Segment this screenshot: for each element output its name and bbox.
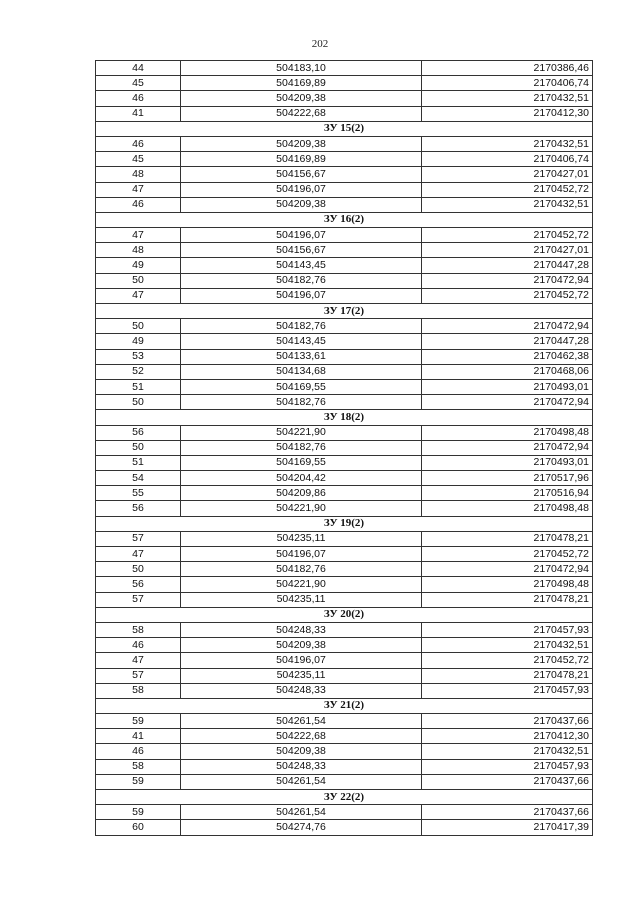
y-coordinate-cell: 2170452,72 (422, 182, 593, 197)
coordinates-table-body (96, 61, 593, 836)
section-title: ЗУ 22(2) (96, 790, 593, 805)
y-coordinate-cell: 2170478,21 (422, 531, 593, 546)
table-row (96, 592, 593, 607)
x-coordinate-cell: 504182,76 (181, 440, 422, 455)
point-number-cell: 51 (96, 379, 181, 394)
point-number-cell: 47 (96, 182, 181, 197)
y-coordinate-cell: 2170432,51 (422, 197, 593, 212)
table-row (96, 653, 593, 668)
table-row (96, 744, 593, 759)
y-coordinate-cell: 2170427,01 (422, 167, 593, 182)
table-row (96, 759, 593, 774)
section-header-row (96, 698, 593, 713)
x-coordinate-cell: 504248,33 (181, 759, 422, 774)
section-header-row (96, 410, 593, 425)
x-coordinate-cell: 504182,76 (181, 319, 422, 334)
coordinates-table (95, 60, 593, 836)
x-coordinate-cell: 504209,38 (181, 744, 422, 759)
x-coordinate-cell: 504134,68 (181, 364, 422, 379)
point-number-cell: 46 (96, 197, 181, 212)
y-coordinate-cell: 2170493,01 (422, 455, 593, 470)
point-number-cell: 47 (96, 547, 181, 562)
x-coordinate-cell: 504196,07 (181, 182, 422, 197)
section-title: ЗУ 15(2) (96, 121, 593, 136)
point-number-cell: 49 (96, 334, 181, 349)
y-coordinate-cell: 2170432,51 (422, 136, 593, 151)
x-coordinate-cell: 504222,68 (181, 729, 422, 744)
table-row (96, 167, 593, 182)
point-number-cell: 44 (96, 61, 181, 76)
point-number-cell: 47 (96, 653, 181, 668)
point-number-cell: 45 (96, 152, 181, 167)
y-coordinate-cell: 2170462,38 (422, 349, 593, 364)
page-number: 202 (311, 38, 329, 50)
point-number-cell: 46 (96, 136, 181, 151)
y-coordinate-cell: 2170432,51 (422, 638, 593, 653)
point-number-cell: 60 (96, 820, 181, 835)
y-coordinate-cell: 2170493,01 (422, 379, 593, 394)
section-title: ЗУ 18(2) (96, 410, 593, 425)
table-row (96, 106, 593, 121)
point-number-cell: 55 (96, 486, 181, 501)
y-coordinate-cell: 2170447,28 (422, 258, 593, 273)
y-coordinate-cell: 2170472,94 (422, 395, 593, 410)
table-row (96, 349, 593, 364)
x-coordinate-cell: 504248,33 (181, 683, 422, 698)
x-coordinate-cell: 504209,38 (181, 91, 422, 106)
y-coordinate-cell: 2170427,01 (422, 243, 593, 258)
table-row (96, 334, 593, 349)
table-row (96, 805, 593, 820)
table-row (96, 501, 593, 516)
table-row (96, 182, 593, 197)
y-coordinate-cell: 2170472,94 (422, 273, 593, 288)
x-coordinate-cell: 504143,45 (181, 334, 422, 349)
x-coordinate-cell: 504169,89 (181, 152, 422, 167)
point-number-cell: 51 (96, 455, 181, 470)
x-coordinate-cell: 504274,76 (181, 820, 422, 835)
x-coordinate-cell: 504204,42 (181, 471, 422, 486)
table-row (96, 243, 593, 258)
table-row (96, 258, 593, 273)
y-coordinate-cell: 2170417,39 (422, 820, 593, 835)
table-row (96, 91, 593, 106)
table-row (96, 228, 593, 243)
point-number-cell: 58 (96, 683, 181, 698)
y-coordinate-cell: 2170412,30 (422, 729, 593, 744)
point-number-cell: 59 (96, 805, 181, 820)
table-row (96, 486, 593, 501)
y-coordinate-cell: 2170406,74 (422, 152, 593, 167)
y-coordinate-cell: 2170452,72 (422, 653, 593, 668)
point-number-cell: 54 (96, 471, 181, 486)
x-coordinate-cell: 504182,76 (181, 273, 422, 288)
y-coordinate-cell: 2170406,74 (422, 76, 593, 91)
point-number-cell: 57 (96, 531, 181, 546)
point-number-cell: 58 (96, 622, 181, 637)
table-row (96, 319, 593, 334)
y-coordinate-cell: 2170472,94 (422, 562, 593, 577)
y-coordinate-cell: 2170452,72 (422, 288, 593, 303)
point-number-cell: 50 (96, 395, 181, 410)
point-number-cell: 50 (96, 273, 181, 288)
point-number-cell: 48 (96, 167, 181, 182)
point-number-cell: 48 (96, 243, 181, 258)
y-coordinate-cell: 2170478,21 (422, 668, 593, 683)
x-coordinate-cell: 504182,76 (181, 395, 422, 410)
x-coordinate-cell: 504183,10 (181, 61, 422, 76)
point-number-cell: 41 (96, 106, 181, 121)
table-row (96, 455, 593, 470)
table-row (96, 622, 593, 637)
y-coordinate-cell: 2170457,93 (422, 683, 593, 698)
x-coordinate-cell: 504182,76 (181, 562, 422, 577)
point-number-cell: 57 (96, 668, 181, 683)
y-coordinate-cell: 2170452,72 (422, 547, 593, 562)
x-coordinate-cell: 504196,07 (181, 228, 422, 243)
point-number-cell: 47 (96, 228, 181, 243)
section-header-row (96, 121, 593, 136)
point-number-cell: 41 (96, 729, 181, 744)
x-coordinate-cell: 504261,54 (181, 805, 422, 820)
table-row (96, 774, 593, 789)
table-row (96, 820, 593, 835)
x-coordinate-cell: 504235,11 (181, 668, 422, 683)
x-coordinate-cell: 504221,90 (181, 501, 422, 516)
x-coordinate-cell: 504235,11 (181, 531, 422, 546)
x-coordinate-cell: 504133,61 (181, 349, 422, 364)
section-title: ЗУ 21(2) (96, 698, 593, 713)
point-number-cell: 46 (96, 638, 181, 653)
table-row (96, 531, 593, 546)
point-number-cell: 46 (96, 744, 181, 759)
table-row (96, 547, 593, 562)
point-number-cell: 56 (96, 577, 181, 592)
table-row (96, 76, 593, 91)
x-coordinate-cell: 504209,38 (181, 197, 422, 212)
y-coordinate-cell: 2170432,51 (422, 744, 593, 759)
y-coordinate-cell: 2170472,94 (422, 319, 593, 334)
y-coordinate-cell: 2170386,46 (422, 61, 593, 76)
table-row (96, 425, 593, 440)
table-row (96, 714, 593, 729)
x-coordinate-cell: 504209,86 (181, 486, 422, 501)
y-coordinate-cell: 2170516,94 (422, 486, 593, 501)
x-coordinate-cell: 504248,33 (181, 622, 422, 637)
y-coordinate-cell: 2170517,96 (422, 471, 593, 486)
table-row (96, 379, 593, 394)
y-coordinate-cell: 2170432,51 (422, 91, 593, 106)
point-number-cell: 46 (96, 91, 181, 106)
y-coordinate-cell: 2170412,30 (422, 106, 593, 121)
section-header-row (96, 212, 593, 227)
section-header-row (96, 607, 593, 622)
x-coordinate-cell: 504156,67 (181, 243, 422, 258)
table-row (96, 395, 593, 410)
section-header-row (96, 516, 593, 531)
point-number-cell: 59 (96, 714, 181, 729)
point-number-cell: 58 (96, 759, 181, 774)
point-number-cell: 56 (96, 425, 181, 440)
y-coordinate-cell: 2170472,94 (422, 440, 593, 455)
y-coordinate-cell: 2170478,21 (422, 592, 593, 607)
y-coordinate-cell: 2170498,48 (422, 425, 593, 440)
table-row (96, 364, 593, 379)
section-title: ЗУ 17(2) (96, 304, 593, 319)
x-coordinate-cell: 504196,07 (181, 547, 422, 562)
point-number-cell: 50 (96, 319, 181, 334)
table-row (96, 471, 593, 486)
point-number-cell: 50 (96, 562, 181, 577)
y-coordinate-cell: 2170498,48 (422, 577, 593, 592)
point-number-cell: 47 (96, 288, 181, 303)
point-number-cell: 57 (96, 592, 181, 607)
table-row (96, 577, 593, 592)
point-number-cell: 45 (96, 76, 181, 91)
table-row (96, 197, 593, 212)
table-row (96, 683, 593, 698)
x-coordinate-cell: 504169,55 (181, 379, 422, 394)
section-header-row (96, 790, 593, 805)
y-coordinate-cell: 2170437,66 (422, 774, 593, 789)
y-coordinate-cell: 2170468,06 (422, 364, 593, 379)
x-coordinate-cell: 504196,07 (181, 653, 422, 668)
x-coordinate-cell: 504235,11 (181, 592, 422, 607)
y-coordinate-cell: 2170437,66 (422, 714, 593, 729)
y-coordinate-cell: 2170498,48 (422, 501, 593, 516)
y-coordinate-cell: 2170457,93 (422, 759, 593, 774)
table-row (96, 562, 593, 577)
table-row (96, 152, 593, 167)
x-coordinate-cell: 504261,54 (181, 714, 422, 729)
x-coordinate-cell: 504221,90 (181, 577, 422, 592)
table-row (96, 638, 593, 653)
x-coordinate-cell: 504222,68 (181, 106, 422, 121)
table-row (96, 288, 593, 303)
point-number-cell: 52 (96, 364, 181, 379)
x-coordinate-cell: 504221,90 (181, 425, 422, 440)
point-number-cell: 56 (96, 501, 181, 516)
x-coordinate-cell: 504261,54 (181, 774, 422, 789)
table-row (96, 668, 593, 683)
table-row (96, 729, 593, 744)
x-coordinate-cell: 504156,67 (181, 167, 422, 182)
point-number-cell: 50 (96, 440, 181, 455)
y-coordinate-cell: 2170457,93 (422, 622, 593, 637)
section-header-row (96, 304, 593, 319)
x-coordinate-cell: 504209,38 (181, 136, 422, 151)
y-coordinate-cell: 2170447,28 (422, 334, 593, 349)
section-title: ЗУ 16(2) (96, 212, 593, 227)
x-coordinate-cell: 504209,38 (181, 638, 422, 653)
x-coordinate-cell: 504169,55 (181, 455, 422, 470)
table-row (96, 61, 593, 76)
x-coordinate-cell: 504196,07 (181, 288, 422, 303)
section-title: ЗУ 20(2) (96, 607, 593, 622)
table-row (96, 136, 593, 151)
x-coordinate-cell: 504143,45 (181, 258, 422, 273)
point-number-cell: 49 (96, 258, 181, 273)
point-number-cell: 59 (96, 774, 181, 789)
table-row (96, 440, 593, 455)
y-coordinate-cell: 2170437,66 (422, 805, 593, 820)
x-coordinate-cell: 504169,89 (181, 76, 422, 91)
section-title: ЗУ 19(2) (96, 516, 593, 531)
table-row (96, 273, 593, 288)
point-number-cell: 53 (96, 349, 181, 364)
y-coordinate-cell: 2170452,72 (422, 228, 593, 243)
